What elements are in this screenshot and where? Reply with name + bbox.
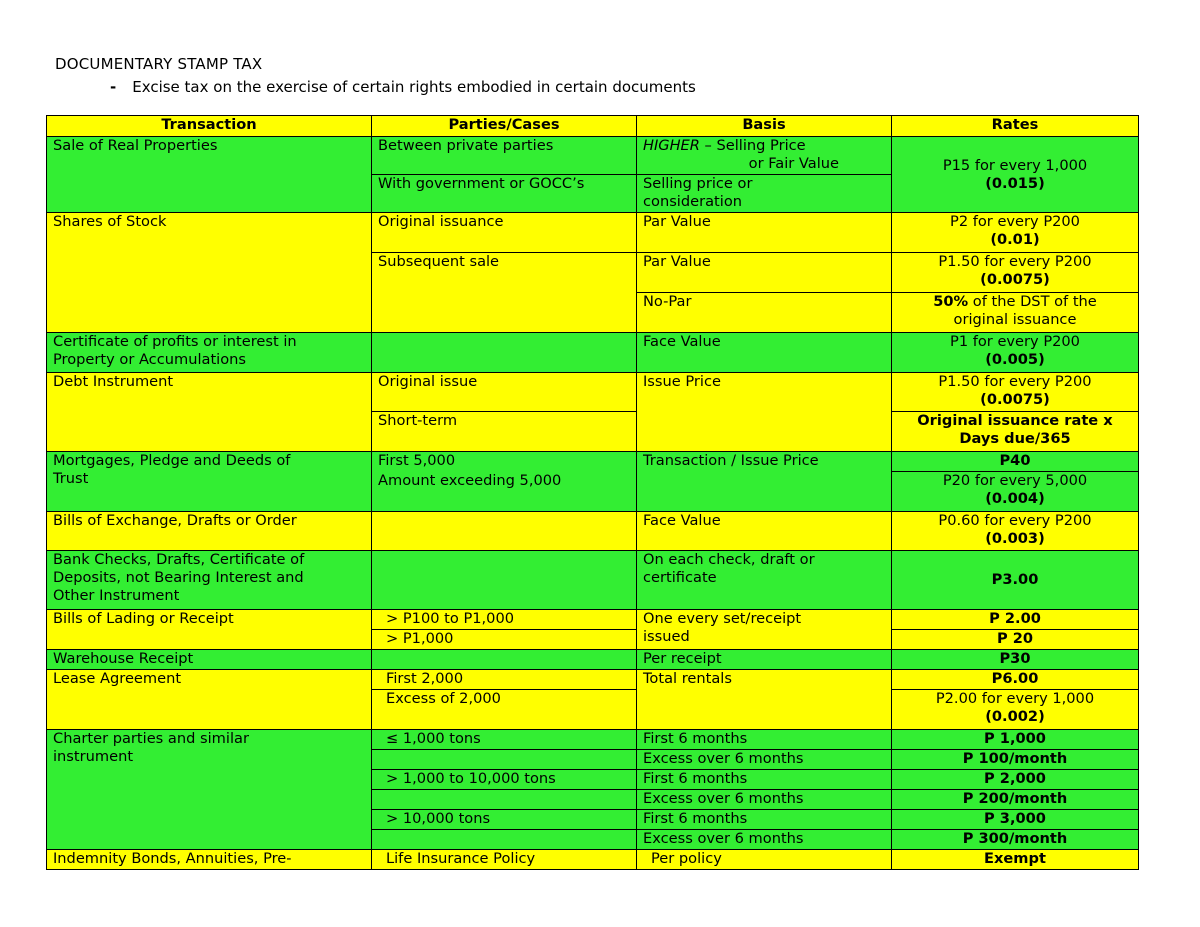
bullet-dash: - — [110, 78, 117, 96]
transaction-real-properties: Sale of Real Properties — [47, 137, 372, 213]
transaction-bills-lading: Bills of Lading or Receipt — [47, 610, 372, 650]
basis-excess-6-months: Excess over 6 months — [637, 790, 892, 810]
transaction-warehouse: Warehouse Receipt — [47, 650, 372, 670]
party-short-term: Short-term — [372, 412, 637, 452]
basis-first-6-months: First 6 months — [637, 730, 892, 750]
table-row — [47, 730, 1139, 750]
rate-mortgage-first: P40 — [892, 452, 1139, 472]
header-parties: Parties/Cases — [372, 116, 637, 137]
party-lading-low: > P100 to P1,000 — [372, 610, 637, 630]
transaction-certificate: Certificate of profits or interest in Property or Accumulations — [47, 333, 372, 373]
rate-debt-original: P1.50 for every P200 (0.0075) — [892, 373, 1139, 412]
party-charter-1000-10000: > 1,000 to 10,000 tons — [372, 770, 637, 790]
rate-charter-5: P 3,000 — [892, 810, 1139, 830]
definition-bullet — [110, 78, 696, 96]
table-row — [47, 650, 1139, 670]
basis-face-value: Face Value — [637, 333, 892, 373]
party-empty — [372, 293, 637, 333]
party-empty — [372, 650, 637, 670]
basis-excess-6-months: Excess over 6 months — [637, 750, 892, 770]
party-private: Between private parties — [372, 137, 637, 175]
rate-lease-excess: P2.00 for every 1,000 (0.002) — [892, 690, 1139, 730]
basis-first-6-months: First 6 months — [637, 770, 892, 790]
table-row — [47, 551, 1139, 610]
party-empty — [372, 750, 637, 770]
rate-debt-short-term: Original issuance rate x Days due/365 — [892, 412, 1139, 452]
transaction-mortgages: Mortgages, Pledge and Deeds of Trust — [47, 452, 372, 512]
party-empty — [372, 512, 637, 551]
table-row — [47, 137, 1139, 175]
rate-lading-low: P 2.00 — [892, 610, 1139, 630]
party-original-issue: Original issue — [372, 373, 637, 412]
basis-each-check: On each check, draft or certificate — [637, 551, 892, 610]
party-government: With government or GOCC’s — [372, 175, 637, 213]
rate-certificate: P1 for every P200 (0.005) — [892, 333, 1139, 373]
table-row — [47, 213, 1139, 253]
basis-par-value-2: Par Value — [637, 253, 892, 293]
basis-per-policy: Per policy — [637, 850, 892, 870]
table-header-row — [47, 116, 1139, 137]
rate-shares-subsequent: P1.50 for every P200 (0.0075) — [892, 253, 1139, 293]
dst-rates-table — [46, 115, 1139, 870]
party-original-issuance: Original issuance — [372, 213, 637, 253]
transaction-lease: Lease Agreement — [47, 670, 372, 730]
basis-no-par: No-Par — [637, 293, 892, 333]
table-row — [47, 670, 1139, 690]
rate-lease-first: P6.00 — [892, 670, 1139, 690]
rate-charter-6: P 300/month — [892, 830, 1139, 850]
rate-charter-2: P 100/month — [892, 750, 1139, 770]
party-excess-2000: Excess of 2,000 — [372, 690, 637, 730]
party-empty — [372, 551, 637, 610]
page-title: DOCUMENTARY STAMP TAX — [55, 55, 263, 73]
basis-excess-6-months: Excess over 6 months — [637, 830, 892, 850]
transaction-indemnity: Indemnity Bonds, Annuities, Pre- — [47, 850, 372, 870]
rate-indemnity: Exempt — [892, 850, 1139, 870]
basis-par-value: Par Value — [637, 213, 892, 253]
rate-lading-high: P 20 — [892, 630, 1139, 650]
transaction-charter: Charter parties and similar instrument — [47, 730, 372, 850]
table-row — [47, 512, 1139, 551]
table-row — [47, 333, 1139, 373]
basis-selling-price: Selling price or consideration — [637, 175, 892, 213]
party-empty — [372, 333, 637, 373]
basis-face-value-2: Face Value — [637, 512, 892, 551]
table-row — [47, 850, 1139, 870]
party-empty — [372, 830, 637, 850]
rate-bank-checks: P3.00 — [892, 551, 1139, 610]
party-charter-le-1000: ≤ 1,000 tons — [372, 730, 637, 750]
basis-higher-em: HIGHER — [643, 137, 700, 154]
rate-charter-3: P 2,000 — [892, 770, 1139, 790]
party-charter-gt-10000: > 10,000 tons — [372, 810, 637, 830]
rate-charter-1: P 1,000 — [892, 730, 1139, 750]
basis-total-rentals: Total rentals — [637, 670, 892, 730]
table-row — [47, 452, 1139, 472]
transaction-shares: Shares of Stock — [47, 213, 372, 333]
rate-bills-exchange: P0.60 for every P200 (0.003) — [892, 512, 1139, 551]
basis-issue-price: Issue Price — [637, 373, 892, 452]
transaction-debt: Debt Instrument — [47, 373, 372, 452]
rate-shares-original: P2 for every P200 (0.01) — [892, 213, 1139, 253]
table-row — [47, 610, 1139, 630]
party-exceeding-5000: Amount exceeding 5,000 — [372, 472, 637, 512]
header-rates: Rates — [892, 116, 1139, 137]
party-first-5000: First 5,000 — [372, 452, 637, 472]
basis-first-6-months: First 6 months — [637, 810, 892, 830]
header-basis: Basis — [637, 116, 892, 137]
rate-real-properties: P15 for every 1,000 (0.015) — [892, 137, 1139, 213]
table-row — [47, 373, 1139, 412]
transaction-bank-checks: Bank Checks, Drafts, Certificate of Deposits, not Bearing Interest and Other Instrument — [47, 551, 372, 610]
basis-transaction-issue-price: Transaction / Issue Price — [637, 452, 892, 512]
rate-charter-4: P 200/month — [892, 790, 1139, 810]
party-subsequent-sale: Subsequent sale — [372, 253, 637, 293]
basis-per-receipt: Per receipt — [637, 650, 892, 670]
party-first-2000: First 2,000 — [372, 670, 637, 690]
definition-text: Excise tax on the exercise of certain rights embodied in certain documents — [132, 78, 696, 96]
basis-higher: HIGHER – Selling Price or Fair Value — [637, 137, 892, 175]
transaction-bills-exchange: Bills of Exchange, Drafts or Order — [47, 512, 372, 551]
rate-warehouse: P30 — [892, 650, 1139, 670]
party-empty — [372, 790, 637, 810]
party-life-insurance: Life Insurance Policy — [372, 850, 637, 870]
rate-shares-no-par: 50% of the DST of the original issuance — [892, 293, 1139, 333]
header-transaction: Transaction — [47, 116, 372, 137]
basis-every-set: One every set/receipt issued — [637, 610, 892, 650]
rate-mortgage-excess: P20 for every 5,000 (0.004) — [892, 472, 1139, 512]
party-lading-high: > P1,000 — [372, 630, 637, 650]
